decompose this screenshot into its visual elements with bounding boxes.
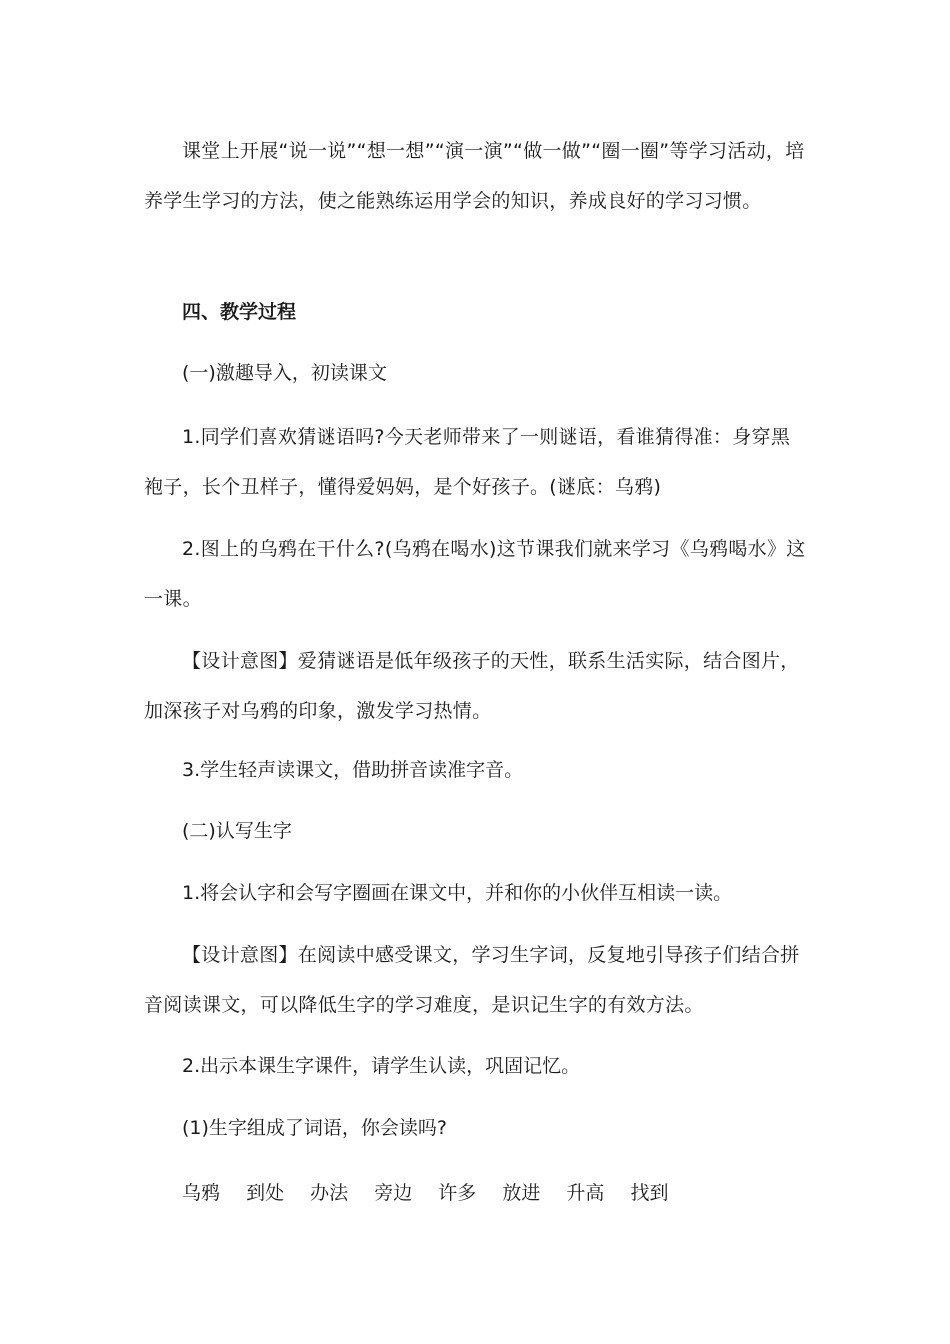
paragraph-riddle: 1.同学们喜欢猜谜语吗?今天老师带来了一则谜语，看谁猜得准：身穿黑袍子，长个丑样子，懂得爱妈妈，是个好孩子。(谜底：乌鸦): [144, 426, 791, 498]
word-item: 升高: [566, 1182, 605, 1204]
word-item: 许多: [438, 1182, 477, 1204]
word-item: 找到: [630, 1182, 669, 1204]
word-item: 旁边: [374, 1182, 413, 1204]
word-item: 乌鸦: [182, 1182, 221, 1204]
word-item: 办法: [310, 1182, 349, 1204]
paragraph-design-intent-1: 【设计意图】爱猜谜语是低年级孩子的天性，联系生活实际，结合图片，加深孩子对乌鸦的印象，激发学习热情。: [144, 650, 800, 722]
paragraph-circle-characters: 1.将会认字和会写字圈画在课文中，并和你的小伙伴互相读一读。: [182, 882, 733, 904]
paragraph-word-question: (1)生字组成了词语，你会读吗?: [182, 1117, 447, 1139]
paragraph-show-courseware: 2.出示本课生字课件，请学生认读，巩固记忆。: [182, 1055, 581, 1077]
word-list: [182, 1178, 688, 1205]
paragraph-read-aloud: 3.学生轻声读课文，借助拼音读准字音。: [182, 759, 524, 781]
section-heading-characters: (二)认写生字: [182, 820, 292, 842]
paragraph-learning-activities: 课堂上开展“说一说”“想一想”“演一演”“做一做”“圈一圈”等学习活动，培养学生学习的方法，使之能熟练运用学会的知识，养成良好的学习习惯。: [144, 140, 805, 212]
word-item: 到处: [246, 1182, 285, 1204]
paragraph-picture-question: 2.图上的乌鸦在干什么?(乌鸦在喝水)这节课我们就来学习《乌鸦喝水》这一课。: [144, 538, 806, 610]
section-heading-intro: (一)激趣导入，初读课文: [182, 362, 387, 384]
paragraph-design-intent-2: 【设计意图】在阅读中感受课文，学习生字词，反复地引导孩子们结合拼音阅读课文，可以降低生字的学习难度，是识记生字的有效方法。: [144, 944, 800, 1016]
heading-teaching-process: 四、教学过程: [182, 301, 297, 323]
word-item: 放进: [502, 1182, 541, 1204]
